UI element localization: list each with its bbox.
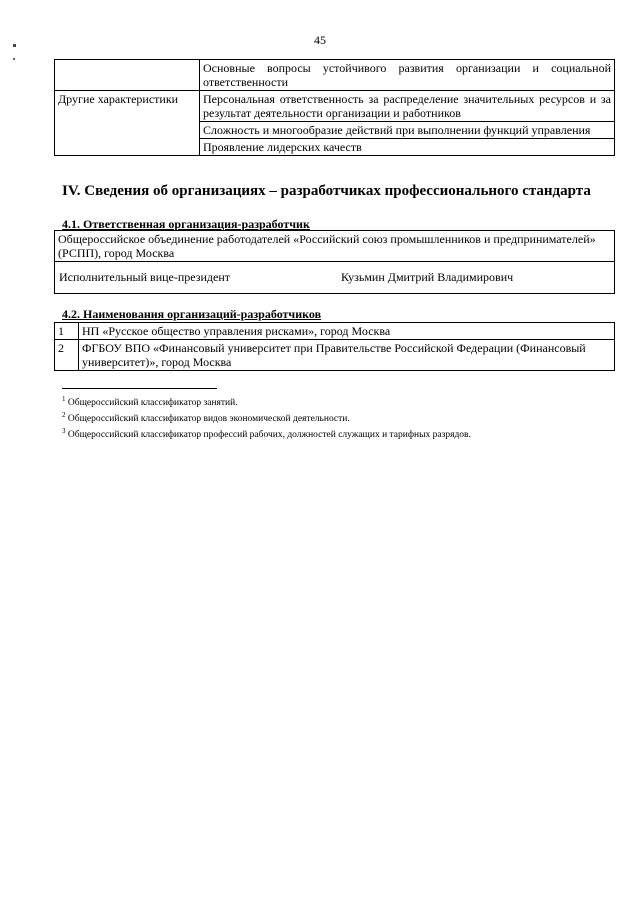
table-cell-text: Персональная ответственность за распределение значительных ресурсов и за результат деятельности организации и работников bbox=[200, 91, 615, 122]
footnote-text: Общероссийский классификатор профессий рабочих, должностей служащих и тарифных разрядов. bbox=[67, 430, 471, 441]
footnote bbox=[62, 409, 471, 425]
footnote-divider bbox=[62, 388, 217, 389]
responsible-org-signature-row bbox=[54, 262, 615, 294]
row-number: 2 bbox=[55, 340, 79, 371]
responsible-org-name: Общероссийское объединение работодателей «Российский союз промышленников и предпринимателей» (РСПП), город Москва bbox=[54, 230, 615, 262]
org-name: ФГБОУ ВПО «Финансовый университет при Правительстве Российской Федерации (Финансовый университет)», город Москва bbox=[79, 340, 615, 371]
signatory-name: Кузьмин Дмитрий Владимирович bbox=[341, 270, 514, 284]
table-cell-text: Основные вопросы устойчивого развития организации и социальной ответственности bbox=[200, 60, 615, 91]
footnotes bbox=[62, 393, 471, 441]
table-cell-label: Другие характеристики bbox=[55, 91, 200, 156]
footnote-text: Общероссийский классификатор занятий. bbox=[67, 398, 238, 409]
table-cell-text: Проявление лидерских качеств bbox=[200, 139, 615, 156]
table-row bbox=[55, 91, 615, 122]
developer-orgs-table bbox=[54, 322, 615, 371]
developer-orgs-heading: 4.2. Наименования организаций-разработчиков bbox=[62, 307, 322, 321]
page-number: 45 bbox=[314, 33, 326, 47]
section-title: IV. Сведения об организациях – разработчиках профессионального стандарта bbox=[62, 183, 591, 199]
table-row bbox=[55, 323, 615, 340]
table-row bbox=[55, 340, 615, 371]
footnote bbox=[62, 393, 471, 409]
footnote-mark: 1 bbox=[62, 395, 66, 403]
signatory-role: Исполнительный вице-президент bbox=[59, 270, 231, 284]
responsible-org-box bbox=[54, 230, 615, 294]
characteristics-table bbox=[54, 59, 615, 156]
footnote-text: Общероссийский классификатор видов экономической деятельности. bbox=[67, 414, 350, 425]
scan-mark bbox=[13, 58, 15, 60]
footnote-mark: 2 bbox=[62, 411, 66, 420]
responsible-org-heading: 4.1. Ответственная организация-разработчик bbox=[62, 217, 310, 231]
org-name: НП «Русское общество управления рисками», город Москва bbox=[79, 323, 615, 340]
table-cell-text: Сложность и многообразие действий при выполнении функций управления bbox=[200, 122, 615, 139]
footnote-mark: 3 bbox=[62, 427, 66, 436]
row-number: 1 bbox=[55, 323, 79, 340]
table-row bbox=[55, 60, 615, 91]
footnote bbox=[62, 425, 471, 441]
table-cell-label bbox=[55, 60, 200, 91]
